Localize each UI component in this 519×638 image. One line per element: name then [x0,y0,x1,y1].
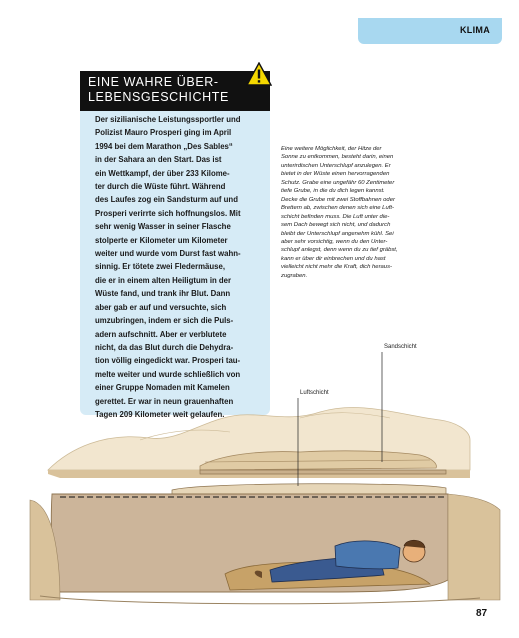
sidebar-text: Eine weitere Möglichkeit, der Hitze der Sonne zu entkommen, besteht darin, einen unterirdischen Unterschlupf anzulegen. Er bietet in der Wüste einen hervorragenden Schutz. Grabe eine ungefähr 60 Zentimeter tiefe Grube, in die du dich legen kannst. Decke die Grube mit zwei Stoffbahnen oder Brettern ab, zwischen denen sich eine Luft- schicht befinden muss. Die Luft unter die- sem Dach bewegt sich nicht, und dadurch bleibt der Unterschlupf angenehm kühl. Sei aber sehr vorsichtig, wenn du den Unter- schlupf anlegst, denn wenn du zu tief gräbst, kann er über dir einbrechen und du hast vielleicht nicht mehr die Kraft, dich heraus- zugraben. [281,146,398,279]
story-text: Der sizilianische Leistungssportler und Polizist Mauro Prosperi ging im April 1994 bei dem Marathon „Des Sables“ in der Sahara an den Start. Das ist ein Wettkampf, der über 233 Kilome- ter durch die Wüste führt. Während des Laufes zog ein Sandsturm auf und Prosperi verirrte sich hoffnungslos. Mit sehr wenig Wasser in seiner Flasche stolperte er Kilometer um Kilometer weiter und wurde vom Durst fast wahn- sinnig. Er tötete zwei Fledermäuse, die er in einem alten Heiligtum in der Wüste fand, und trank ihr Blut. Dann aber gab er auf und versuchte, sich umzubringen, indem er sich die Puls- adern aufschnitt. Aber er verblutete nicht, da das Blut durch die Dehydra- tion völlig eingedickt war. Prosperi tau- melte weiter und wurde schließlich von einer Gruppe Nomaden mit Kamelen gerettet. Er war in neun grauenhaften Tagen 209 Kilometer weit gelaufen. [95,115,241,419]
top-cover-sheet [200,470,446,474]
callout-air-layer: Luftschicht [300,390,329,396]
air-layer [172,484,446,494]
section-label: KLIMA [460,25,490,35]
page-number: 87 [476,608,488,619]
story-title: EINE WAHRE ÜBER- LEBENSGESCHICHTE [88,75,229,104]
callout-sand-layer: Sandschicht [384,344,417,350]
